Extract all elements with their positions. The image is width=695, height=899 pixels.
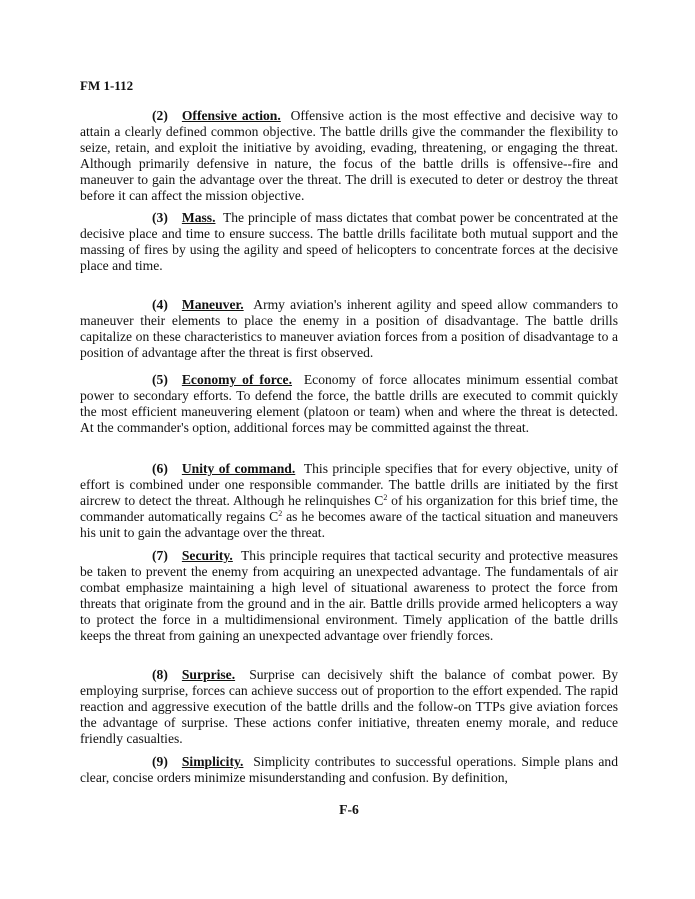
- paragraph-title: Offensive action.: [181, 108, 281, 123]
- paragraph-number: (8): [152, 667, 168, 682]
- superscript: 2: [383, 493, 388, 503]
- paragraph-title: Economy of force.: [181, 372, 292, 387]
- paragraph-maneuver: [80, 297, 618, 361]
- paragraph-text: This principle specifies that for every objective, unity of effort is combined under one responsible commander. The battle drills are initiated by the first aircrew to detect the threat. Although he relinquishes C: [80, 461, 618, 509]
- paragraph-simplicity: [80, 754, 618, 786]
- paragraph-number: (5): [152, 372, 168, 387]
- paragraph-title: Simplicity.: [181, 754, 244, 769]
- paragraph-economy-of-force: [80, 372, 618, 436]
- paragraph-title: Mass.: [181, 210, 216, 225]
- paragraph-unity-of-command: [80, 461, 618, 541]
- paragraph-text: Simplicity contributes to successful operations. Simple plans and clear, concise orders minimize misunderstanding and confusion. By definition,: [80, 754, 618, 786]
- paragraph-title: Unity of command.: [181, 461, 296, 476]
- paragraph-number: (4): [152, 297, 168, 312]
- paragraph-text: This principle requires that tactical security and protective measures be taken to prevent the enemy from acquiring an unexpected advantage. The fundamentals of air combat emphasize maintaining a high level of situational awareness to protect the force from threats that originate from the ground and in the air. Battle drills provide armed helicopters a way to protect the force in a multidimensional environment. Timely application of the battle drills keeps the threat from gaining an unexpected advantage over friendly forces.: [80, 548, 618, 644]
- paragraph-number: (2): [152, 108, 168, 123]
- paragraph-offensive-action: [80, 108, 618, 205]
- paragraph-text: The principle of mass dictates that combat power be concentrated at the decisive place and time to ensure success. The battle drills facilitate both mutual support and the massing of fires by using the agility and speed of helicopters to concentrate forces at the decisive place and time.: [80, 210, 618, 274]
- paragraph-text: Economy of force allocates minimum essential combat power to secondary efforts. To defend the force, the battle drills are executed to commit quickly the most efficient maneuvering element (platoon or team) when and where the threat is detected. At the commander's option, additional forces may be committed against the threat.: [80, 372, 618, 436]
- paragraph-number: (9): [152, 754, 168, 769]
- paragraph-title: Maneuver.: [181, 297, 244, 312]
- paragraph-text: as he becomes aware of the tactical situation and maneuvers his unit to gain the advantage over the threat.: [80, 509, 618, 541]
- paragraph-security: [80, 548, 618, 645]
- page-number: F-6: [339, 802, 359, 817]
- paragraph-text: of his organization for this brief time, the commander automatically regains C: [80, 493, 618, 525]
- paragraph-number: (3): [152, 210, 168, 225]
- paragraph-number: (7): [152, 548, 168, 563]
- paragraph-text: Surprise can decisively shift the balance of combat power. By employing surprise, forces can achieve success out of proportion to the effort expended. The rapid reaction and aggressive execution of the battle drills and the follow-on TTPs give aviation forces the advantage of surprise. These actions confer initiative, threaten enemy morale, and reduce friendly casualties.: [80, 667, 618, 747]
- paragraph-surprise: [80, 667, 618, 747]
- paragraph-text: Offensive action is the most effective and decisive way to attain a clearly defined common objective. The battle drills give the commander the flexibility to seize, retain, and exploit the initiative by avoiding, evading, threatening, or engaging the threat. Although primarily defensive in nature, the focus of the battle drills is offensive--fire and maneuver to gain the advantage over the threat. The drill is executed to deter or destroy the threat before it can affect the mission objective.: [80, 108, 618, 204]
- paragraph-mass: [80, 210, 618, 274]
- paragraph-title: Surprise.: [181, 667, 236, 682]
- paragraph-number: (6): [152, 461, 168, 476]
- document-header: FM 1-112: [80, 78, 134, 93]
- superscript: 2: [278, 509, 283, 519]
- paragraph-text: Army aviation's inherent agility and speed allow commanders to maneuver their elements to place the enemy in a position of disadvantage. The battle drills capitalize on these characteristics to maneuver aviation forces from a position of disadvantage to a position of advantage after the threat is first observed.: [80, 297, 619, 361]
- paragraph-title: Security.: [181, 548, 233, 563]
